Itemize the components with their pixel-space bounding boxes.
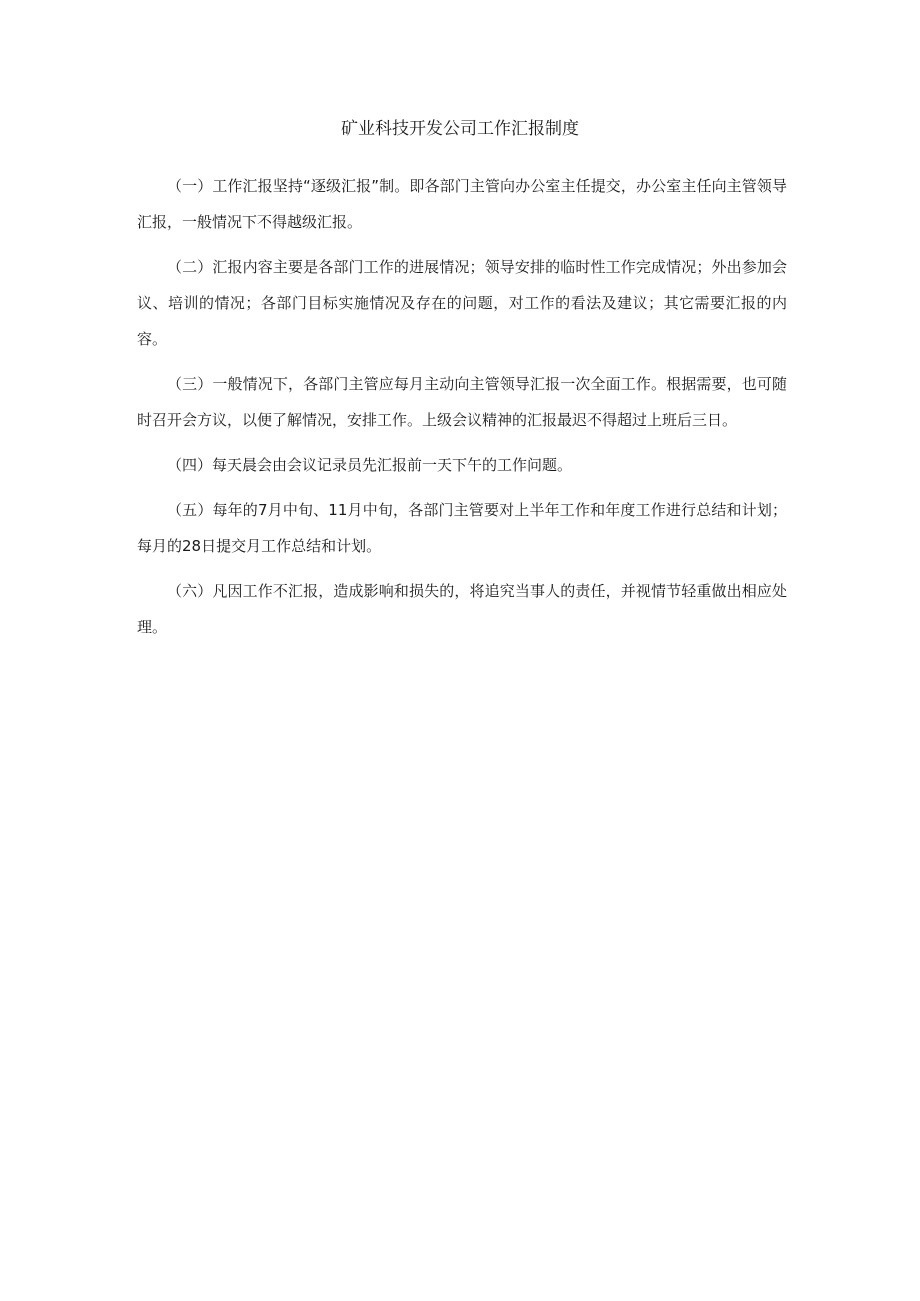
- paragraph-5: （五）每年的7月中旬、11月中旬，各部门主管要对上半年工作和年度工作进行总结和计划；每月的28日提交月工作总结和计划。: [137, 501, 787, 555]
- document-title: 矿业科技开发公司工作汇报制度: [341, 119, 579, 139]
- paragraph-2: （二）汇报内容主要是各部门工作的进展情况；领导安排的临时性工作完成情况；外出参加会议、培训的情况；各部门目标实施情况及存在的问题，对工作的看法及建议；其它需要汇报的内容。: [137, 258, 787, 348]
- paragraph-6: （六）凡因工作不汇报，造成影响和损失的，将追究当事人的责任，并视情节轻重做出相应处理。: [137, 582, 787, 636]
- paragraph-4: （四）每天晨会由会议记录员先汇报前一天下午的工作问题。: [167, 456, 573, 474]
- document-body: [137, 168, 787, 654]
- paragraph-3: （三）一般情况下，各部门主管应每月主动向主管领导汇报一次全面工作。根据需要，也可随时召开会方议，以便了解情况，安排工作。上级会议精神的汇报最迟不得超过上班后三日。: [137, 375, 787, 429]
- paragraph-1: （一）工作汇报坚持“逐级汇报”制。即各部门主管向办公室主任提交，办公室主任向主管领导汇报，一般情况下不得越级汇报。: [137, 177, 787, 231]
